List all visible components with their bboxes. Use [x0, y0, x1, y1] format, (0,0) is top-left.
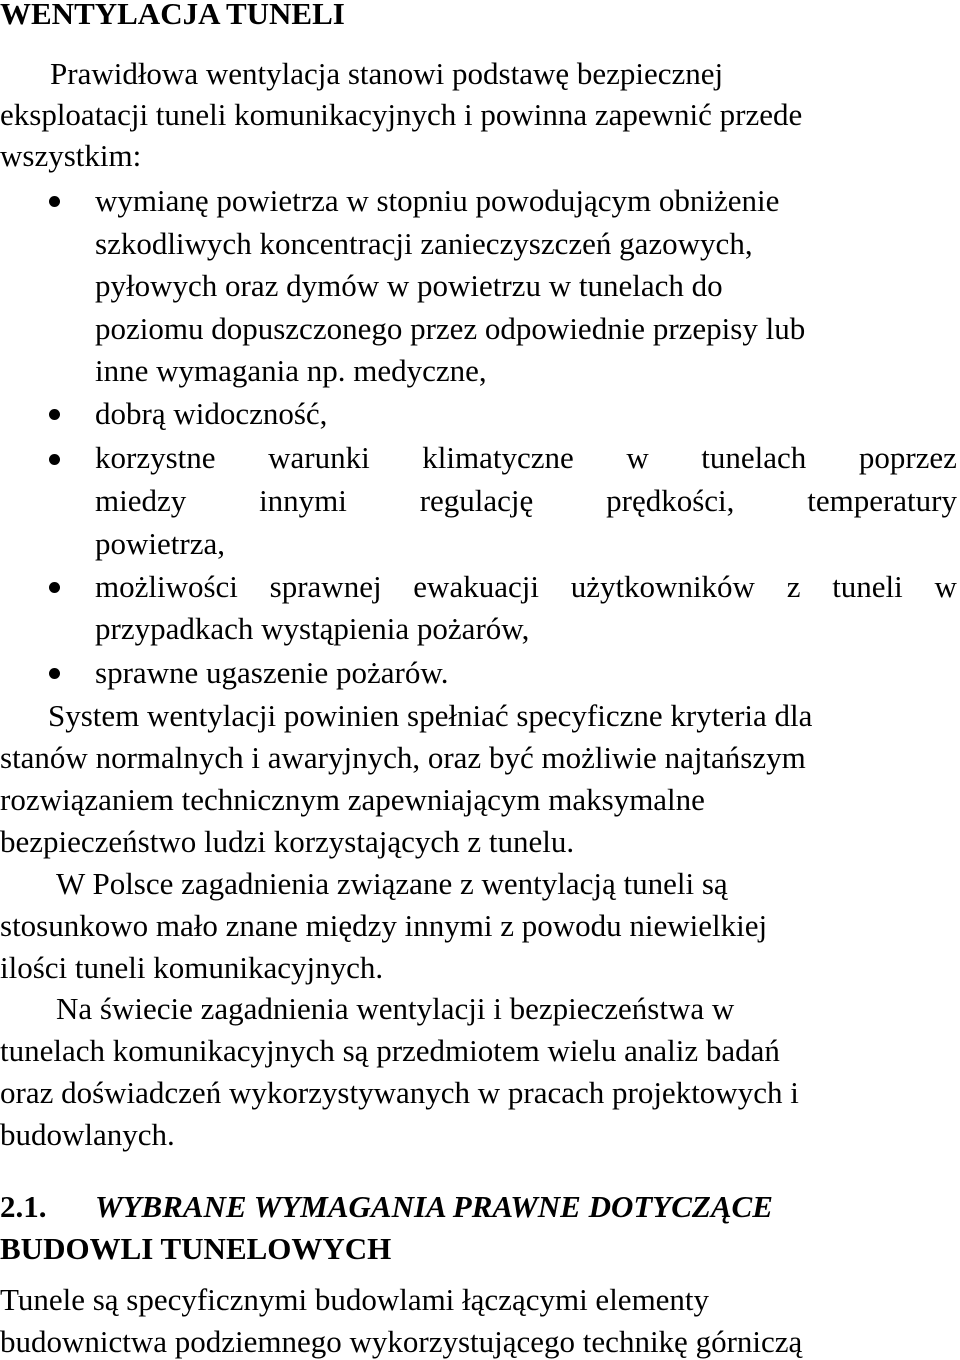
list-item-line: przypadkach wystąpienia pożarów,	[95, 611, 530, 646]
section-title-continued: BUDOWLI TUNELOWYCH	[0, 1231, 392, 1266]
justified-word: z	[786, 569, 801, 604]
justified-word: użytkowników	[570, 569, 755, 604]
justified-word: prędkości,	[606, 483, 735, 518]
page-title: WENTYLACJA TUNELI	[0, 0, 345, 31]
section-number: 2.1.	[0, 1189, 47, 1224]
justified-word: poprzez	[858, 440, 957, 475]
bullet-icon	[49, 668, 60, 679]
paragraph-line: Tunele są specyficznymi budowlami łączącymi elementy	[0, 1282, 710, 1317]
intro-line: Prawidłowa wentylacja stanowi podstawę bezpiecznej	[50, 56, 724, 91]
justified-word: sprawnej	[269, 569, 382, 604]
paragraph-line: budowlanych.	[0, 1117, 175, 1152]
paragraph-line: W Polsce zagadnienia związane z wentylacją tuneli są	[56, 866, 728, 901]
paragraph-line: System wentylacji powinien spełniać specyficzne kryteria dla	[48, 698, 813, 733]
list-item-line: szkodliwych koncentracji zanieczyszczeń gazowych,	[95, 226, 753, 261]
paragraph-line: stanów normalnych i awaryjnych, oraz być możliwie najtańszym	[0, 740, 806, 775]
justified-word: korzystne	[95, 440, 216, 475]
justified-word: możliwości	[95, 569, 238, 604]
list-item-line: wymianę powietrza w stopniu powodującym obniżenie	[95, 183, 780, 218]
list-item-line: pyłowych oraz dymów w powietrzu w tunelach do	[95, 268, 723, 303]
bullet-icon	[49, 582, 60, 593]
justified-word: regulację	[419, 483, 534, 518]
bullet-icon	[49, 196, 60, 207]
list-item-line: dobrą widoczność,	[95, 396, 328, 431]
paragraph-line: budownictwa podziemnego wykorzystującego technikę górniczą	[0, 1324, 803, 1359]
bullet-icon	[49, 454, 60, 465]
justified-word: w	[626, 440, 649, 475]
justified-word: klimatyczne	[422, 440, 574, 475]
justified-word: temperatury	[807, 483, 957, 518]
justified-word: warunki	[268, 440, 370, 475]
paragraph-line: Na świecie zagadnienia wentylacji i bezpieczeństwa w	[56, 991, 735, 1026]
list-item-line: sprawne ugaszenie pożarów.	[95, 655, 449, 690]
list-item-line	[95, 569, 957, 605]
paragraph-line: stosunkowo mało znane między innymi z powodu niewielkiej	[0, 908, 768, 943]
paragraph-line: ilości tuneli komunikacyjnych.	[0, 950, 384, 985]
list-item-line: inne wymagania np. medyczne,	[95, 353, 487, 388]
justified-word: w	[934, 569, 957, 604]
list-item-line: powietrza,	[95, 526, 225, 561]
justified-word: innymi	[259, 483, 347, 518]
paragraph-line: tunelach komunikacyjnych są przedmiotem wielu analiz badań	[0, 1033, 780, 1068]
list-item-line	[95, 440, 957, 476]
intro-line: wszystkim:	[0, 138, 142, 173]
paragraph-line: bezpieczeństwo ludzi korzystających z tunelu.	[0, 824, 575, 859]
paragraph-line: oraz doświadczeń wykorzystywanych w pracach projektowych i	[0, 1075, 799, 1110]
justified-word: miedzy	[95, 483, 187, 518]
list-item-line	[95, 483, 957, 519]
bullet-icon	[49, 409, 60, 420]
paragraph-line: rozwiązaniem technicznym zapewniającym maksymalne	[0, 782, 705, 817]
justified-word: ewakuacji	[413, 569, 539, 604]
justified-word: tunelach	[701, 440, 807, 475]
section-title: WYBRANE WYMAGANIA PRAWNE DOTYCZĄCE	[95, 1189, 773, 1224]
justified-word: tuneli	[832, 569, 903, 604]
intro-line: eksploatacji tuneli komunikacyjnych i powinna zapewnić przede	[0, 97, 803, 132]
list-item-line: poziomu dopuszczonego przez odpowiednie przepisy lub	[95, 311, 806, 346]
